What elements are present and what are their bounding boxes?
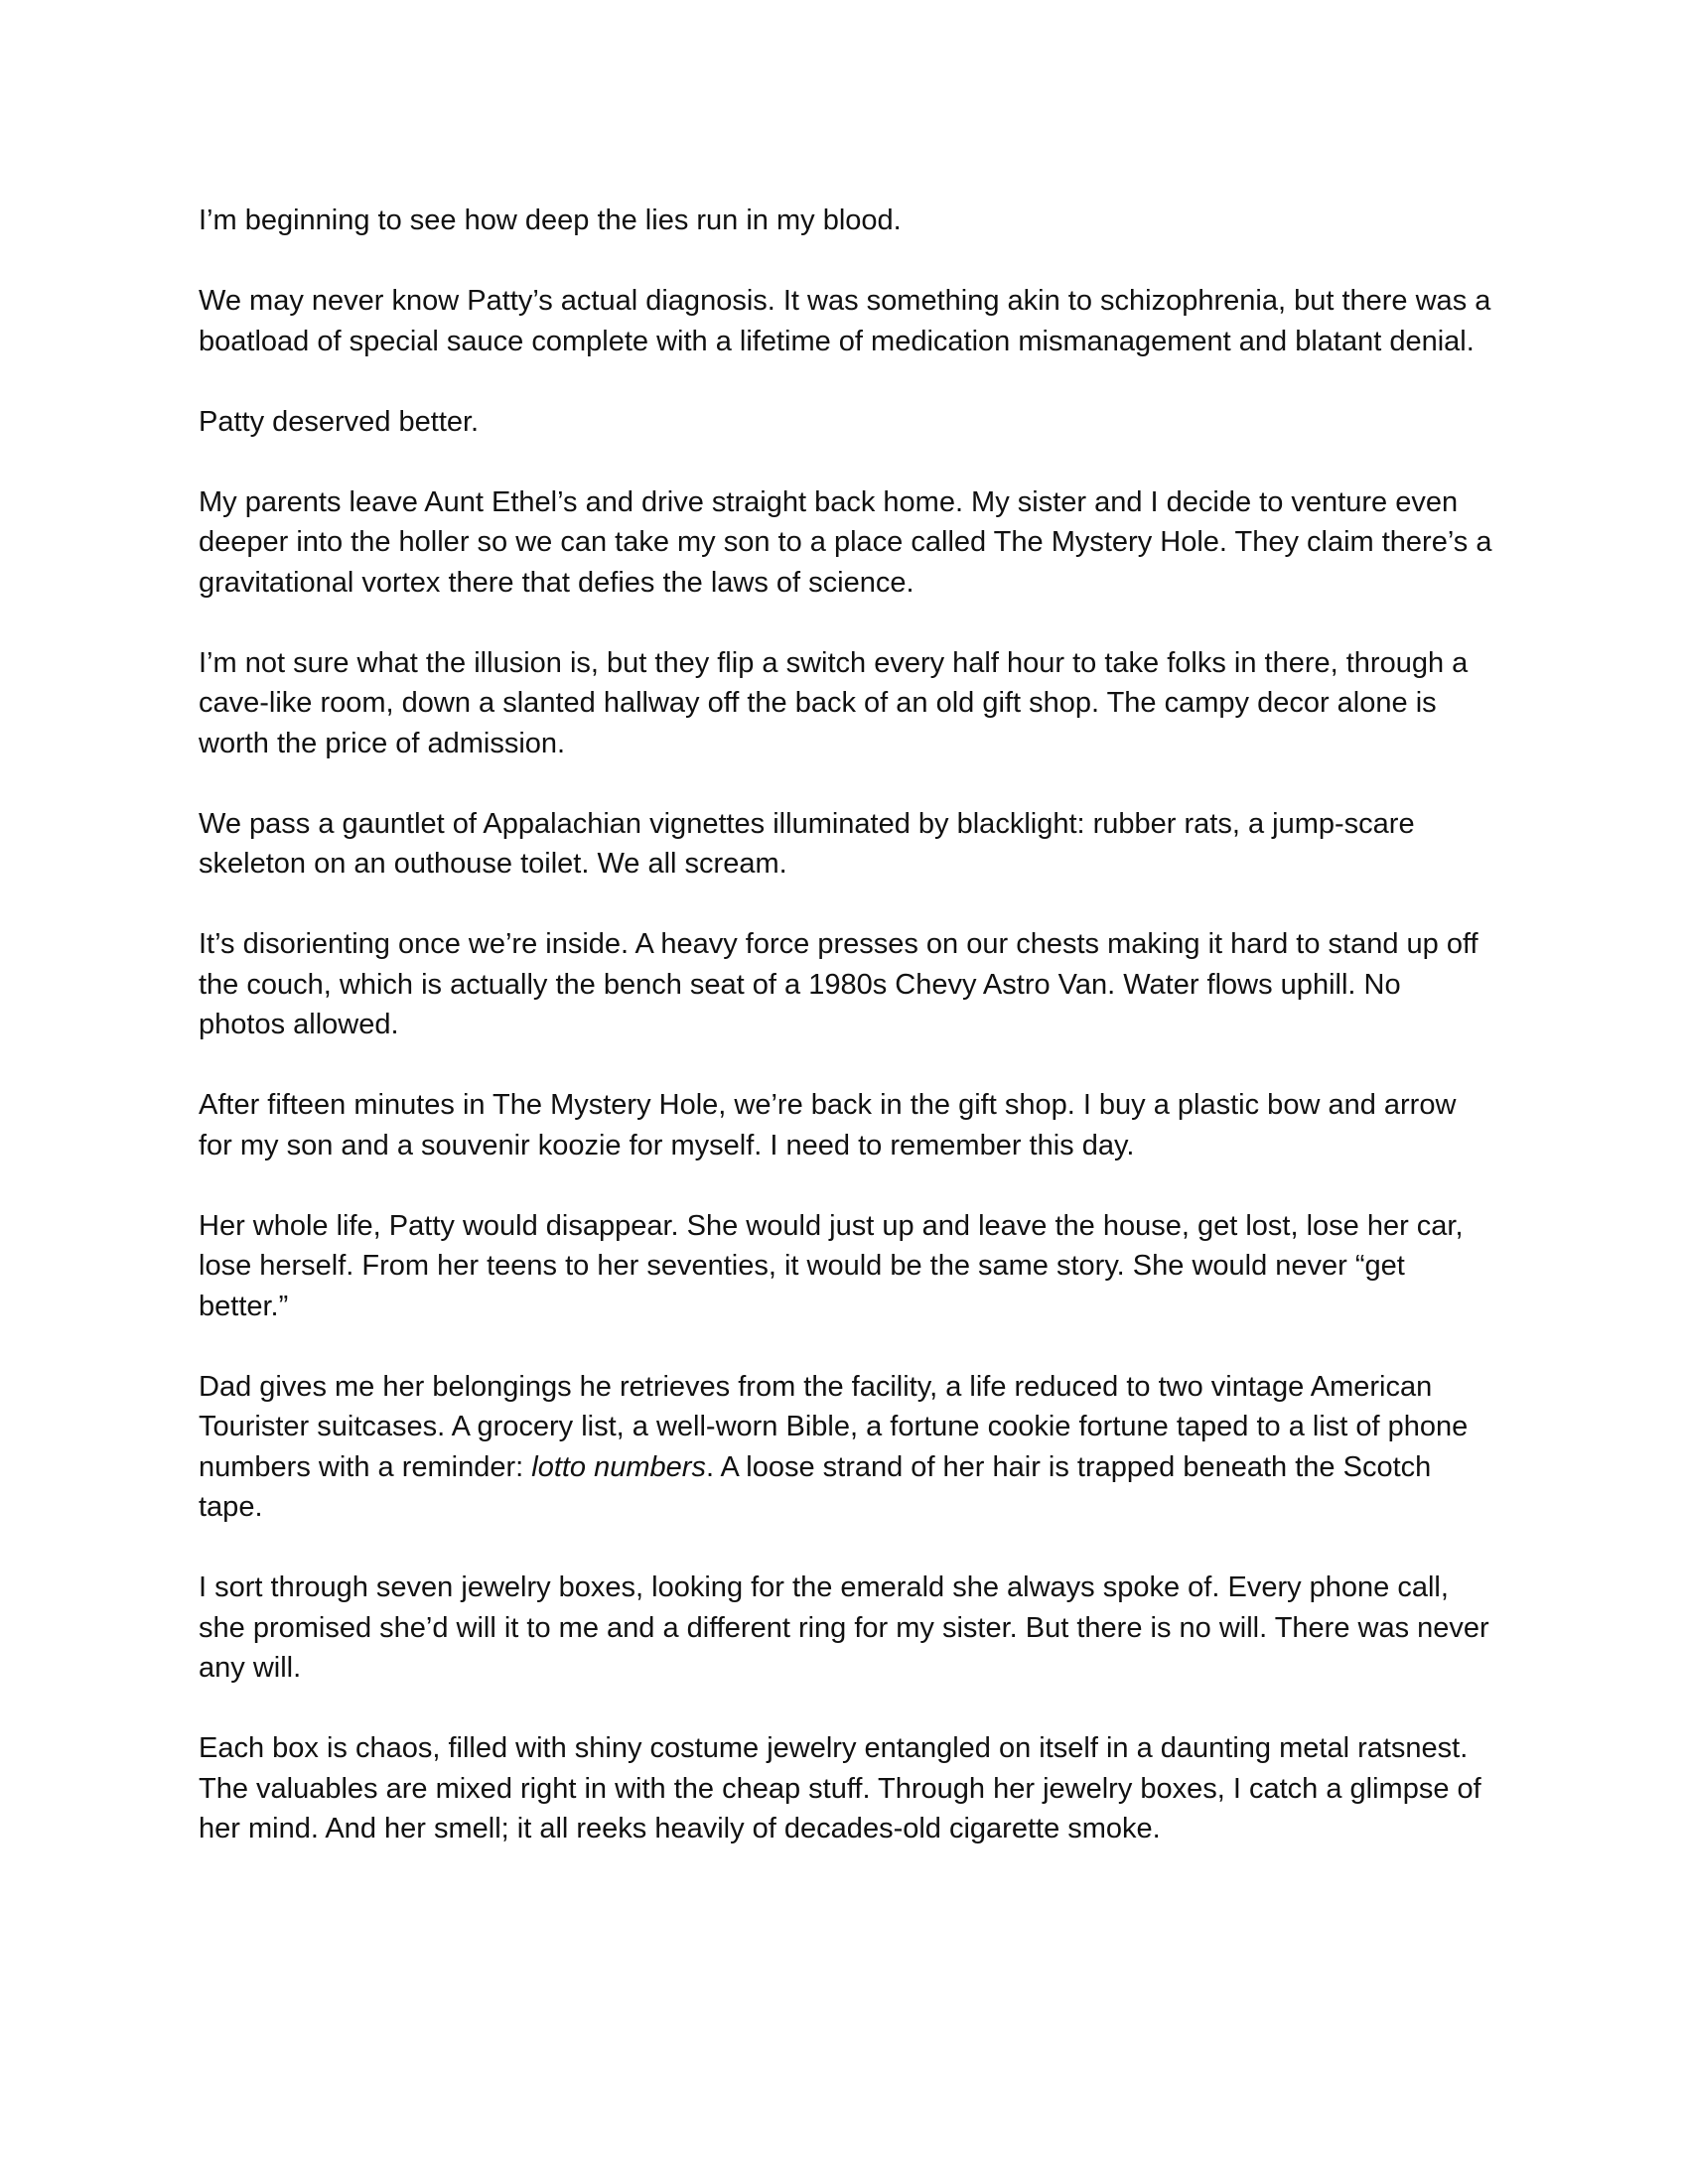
paragraph-7: It’s disorienting once we’re inside. A heavy force presses on our chests making it hard to stand up off the couch, which is actually the bench seat of a 1980s Chevy Astro Van. Water flows uphill. No photos allowed.: [199, 928, 1478, 1040]
paragraph-11: I sort through seven jewelry boxes, looking for the emerald she always spoke of. Every phone call, she promised she’d will it to me and a different ring for my sister. But there is no will. There was never any will.: [199, 1571, 1489, 1684]
paragraph-5: I’m not sure what the illusion is, but they flip a switch every half hour to take folks in there, through a cave-like room, down a slanted hallway off the back of an old gift shop. The campy decor alone is worth the price of admission.: [199, 646, 1469, 759]
paragraph-12: Each box is chaos, filled with shiny costume jewelry entangled on itself in a daunting metal ratsnest. The valuables are mixed right in with the cheap stuff. Through her jewelry boxes, I catch a glimpse of her mind. And her smell; it all reeks heavily of decades-old cigarette smoke.: [199, 1732, 1481, 1844]
paragraph-10-after: . A loose strand of her hair is trapped beneath the Scotch tape.: [199, 1450, 1432, 1523]
lotto-numbers-emphasis: lotto numbers: [531, 1450, 706, 1483]
paragraph-10: [199, 1367, 1494, 1528]
paragraph-10-before: Dad gives me her belongings he retrieves from the facility, a life reduced to two vintage American Tourister suitcases. A grocery list, a well-worn Bible, a fortune cookie fortune taped to a list of phone numbers with a reminder:: [199, 1370, 1469, 1483]
paragraph-3: Patty deserved better.: [199, 405, 480, 438]
body-text: [199, 201, 1494, 1889]
paragraph-9: Her whole life, Patty would disappear. She would just up and leave the house, get lost, lose her car, lose herself. From her teens to her seventies, it would be the same story. She would never “get better.”: [199, 1209, 1464, 1322]
paragraph-2: We may never know Patty’s actual diagnosis. It was something akin to schizophrenia, but there was a boatload of special sauce complete with a lifetime of medication mismanagement and blatant denial.: [199, 285, 1491, 357]
paragraph-4: My parents leave Aunt Ethel’s and drive straight back home. My sister and I decide to venture even deeper into the holler so we can take my son to a place called The Mystery Hole. They claim there’s a gravitational vortex there that defies the laws of science.: [199, 485, 1492, 599]
paragraph-8: After fifteen minutes in The Mystery Hole, we’re back in the gift shop. I buy a plastic bow and arrow for my son and a souvenir koozie for myself. I need to remember this day.: [199, 1089, 1457, 1161]
paragraph-1: I’m beginning to see how deep the lies run in my blood.: [199, 205, 902, 236]
paragraph-6: We pass a gauntlet of Appalachian vignettes illuminated by blacklight: rubber rats, a jump-scare skeleton on an outhouse toilet. We all scream.: [199, 807, 1415, 880]
